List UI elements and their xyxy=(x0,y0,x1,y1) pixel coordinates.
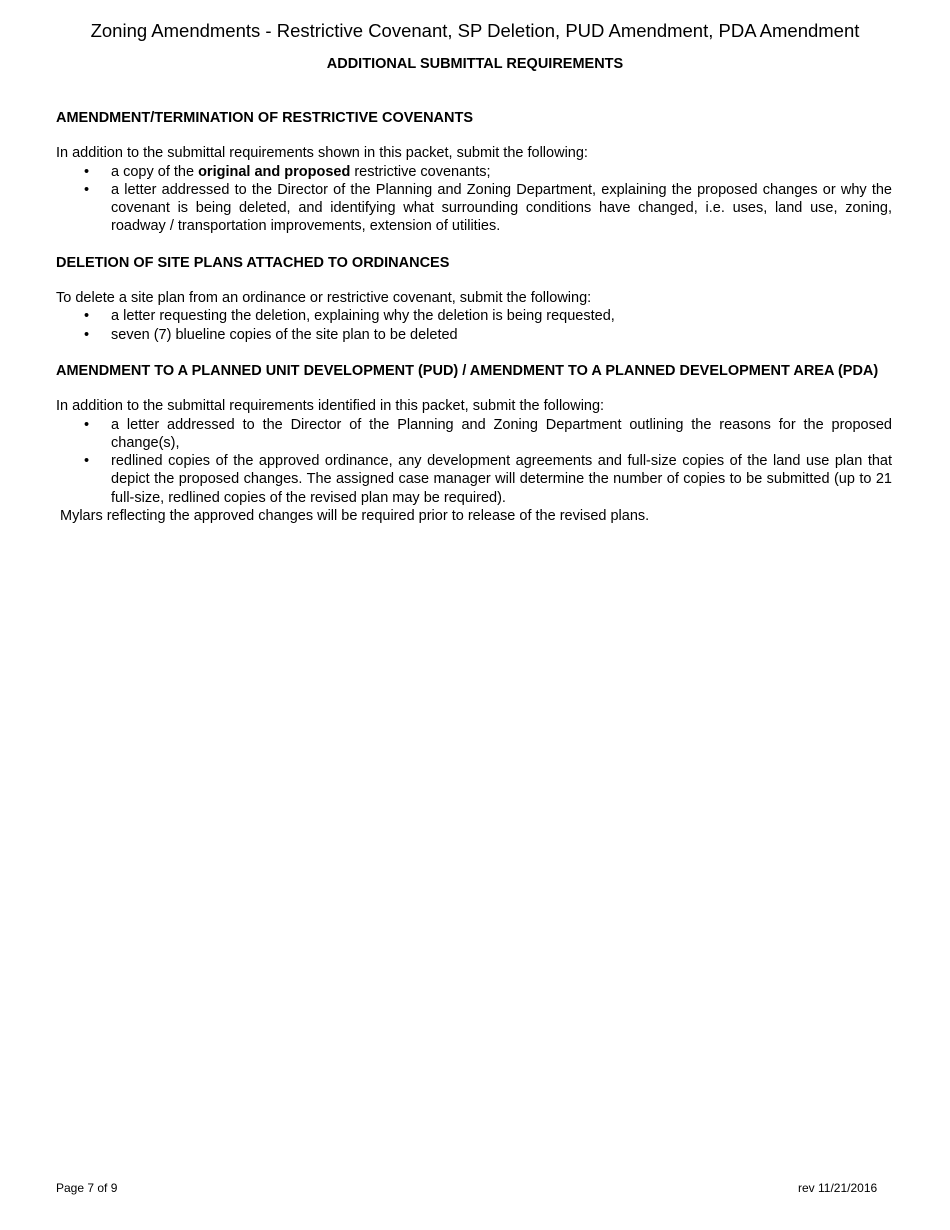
list-item: • a letter addressed to the Director of the Planning and Zoning Department outlining the reasons for the proposed change(s), xyxy=(56,416,892,453)
section-intro: To delete a site plan from an ordinance or restrictive covenant, submit the following: xyxy=(56,290,592,307)
section-heading: DELETION OF SITE PLANS ATTACHED TO ORDINANCES xyxy=(56,254,450,271)
page-title: Zoning Amendments - Restrictive Covenant, SP Deletion, PUD Amendment, PDA Amendment xyxy=(90,20,860,41)
section-intro: In addition to the submittal requirements shown in this packet, submit the following: xyxy=(56,145,588,162)
list-item: • a letter requesting the deletion, explaining why the deletion is being requested, xyxy=(56,307,892,325)
page-subtitle: ADDITIONAL SUBMITTAL REQUIREMENTS xyxy=(326,56,624,72)
section-restrictive-covenants xyxy=(56,109,892,236)
list-item: • seven (7) blueline copies of the site plan to be deleted xyxy=(56,326,892,344)
requirements-list xyxy=(56,163,892,236)
list-item: • redlined copies of the approved ordinance, any development agreements and full-size copies of the land use plan that depict the proposed changes. The assigned case manager will determine the number of copies to be submitted (up to 21 full-size, redlined copies of the revised plan may be required). xyxy=(56,452,892,507)
page-number: Page 7 of 9 xyxy=(56,1181,118,1195)
section-pud-pda-amendment xyxy=(56,362,892,525)
requirements-list xyxy=(56,307,892,344)
revision-date: rev 11/21/2016 xyxy=(798,1181,878,1195)
section-intro: In addition to the submittal requirements identified in this packet, submit the following: xyxy=(56,398,605,415)
requirements-list xyxy=(56,416,892,507)
section-heading: AMENDMENT/TERMINATION OF RESTRICTIVE COVENANTS xyxy=(56,110,474,126)
list-item: • a copy of the original and proposed restrictive covenants; xyxy=(56,163,892,181)
mylar-note: Mylars reflecting the approved changes will be required prior to release of the revised plans. xyxy=(60,508,650,525)
section-heading: AMENDMENT TO A PLANNED UNIT DEVELOPMENT (PUD) / AMENDMENT TO A PLANNED DEVELOPMENT AREA (PDA) xyxy=(56,362,879,379)
list-item: • a letter addressed to the Director of the Planning and Zoning Department, explaining the proposed changes or why the covenant is being deleted, and identifying what surrounding conditions have changed, i.e. uses, land use, zoning, roadway / transportation improvements, extension of utilities. xyxy=(56,181,892,236)
section-site-plan-deletion xyxy=(56,254,892,344)
document-body xyxy=(56,109,892,525)
